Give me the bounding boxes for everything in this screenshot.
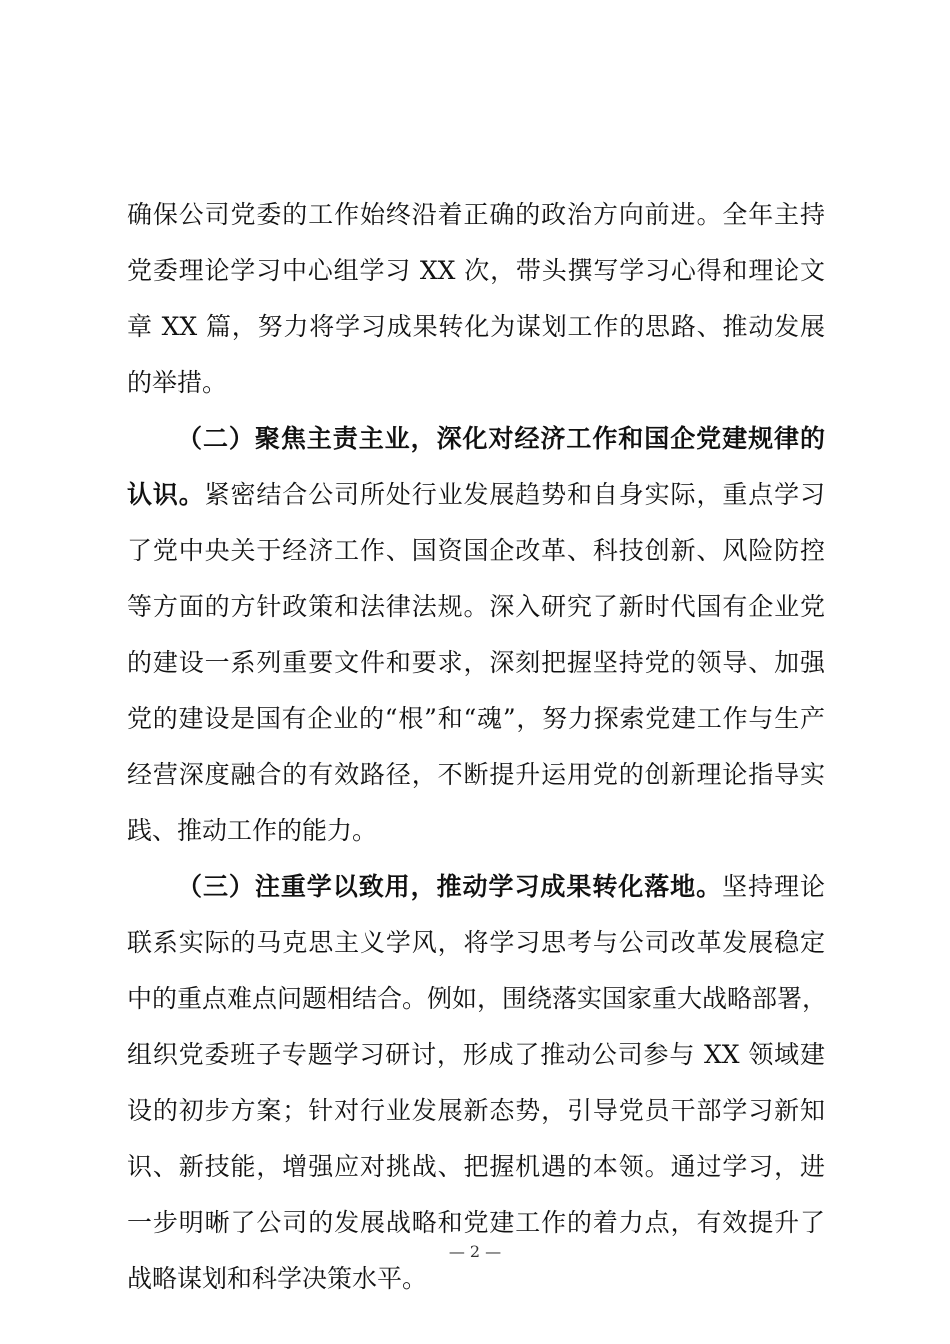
paragraph-line: 一步明晰了公司的发展战略和党建工作的着力点，有效提升了	[127, 1208, 825, 1237]
paragraph-line: 了党中央关于经济工作、国资国企改革、科技创新、风险防控	[127, 536, 825, 565]
section-heading-3: （三）注重学以致用，推动学习成果转化落地。	[177, 872, 723, 901]
section-heading-2: （二）聚焦主责主业，深化对经济工作和国企党建规律的	[177, 424, 825, 453]
paragraph-text: 坚持理论	[722, 872, 825, 901]
paragraph-line: 践、推动工作的能力。	[127, 816, 378, 845]
document-body	[127, 187, 828, 1307]
paragraph-line: 设的初步方案；针对行业发展新态势，引导党员干部学习新知	[127, 1096, 825, 1125]
page-number: — 2 —	[448, 1242, 502, 1261]
paragraph-line: 战略谋划和科学决策水平。	[127, 1264, 428, 1293]
paragraph-line: 中的重点难点问题相结合。例如，围绕落实国家重大战略部署，	[127, 984, 828, 1013]
paragraph-line: 组织党委班子专题学习研讨，形成了推动公司参与 XX 领域建	[127, 1040, 825, 1069]
paragraph-line	[127, 859, 825, 915]
paragraph-line: 党委理论学习中心组学习 XX 次，带头撰写学习心得和理论文	[127, 256, 825, 285]
paragraph-text: 紧密结合公司所处行业发展趋势和自身实际，重点学习	[204, 480, 825, 509]
paragraph-line: 的举措。	[127, 368, 228, 397]
paragraph-line	[127, 467, 825, 523]
paragraph-line: 党的建设是国有企业的“根”和“魂”，努力探索党建工作与生产	[127, 704, 825, 733]
paragraph-line: 的建设一系列重要文件和要求，深刻把握坚持党的领导、加强	[127, 648, 825, 677]
paragraph-line: 识、新技能，增强应对挑战、把握机遇的本领。通过学习，进	[127, 1152, 825, 1181]
paragraph-line: 联系实际的马克思主义学风，将学习思考与公司改革发展稳定	[127, 928, 825, 957]
paragraph-line: 经营深度融合的有效路径，不断提升运用党的创新理论指导实	[127, 760, 825, 789]
paragraph-line: 章 XX 篇，努力将学习成果转化为谋划工作的思路、推动发展	[127, 312, 825, 341]
paragraph-line: 等方面的方针政策和法律法规。深入研究了新时代国有企业党	[127, 592, 825, 621]
paragraph-line: 确保公司党委的工作始终沿着正确的政治方向前进。全年主持	[127, 200, 825, 229]
section-heading-2-end: 认识。	[127, 480, 205, 509]
